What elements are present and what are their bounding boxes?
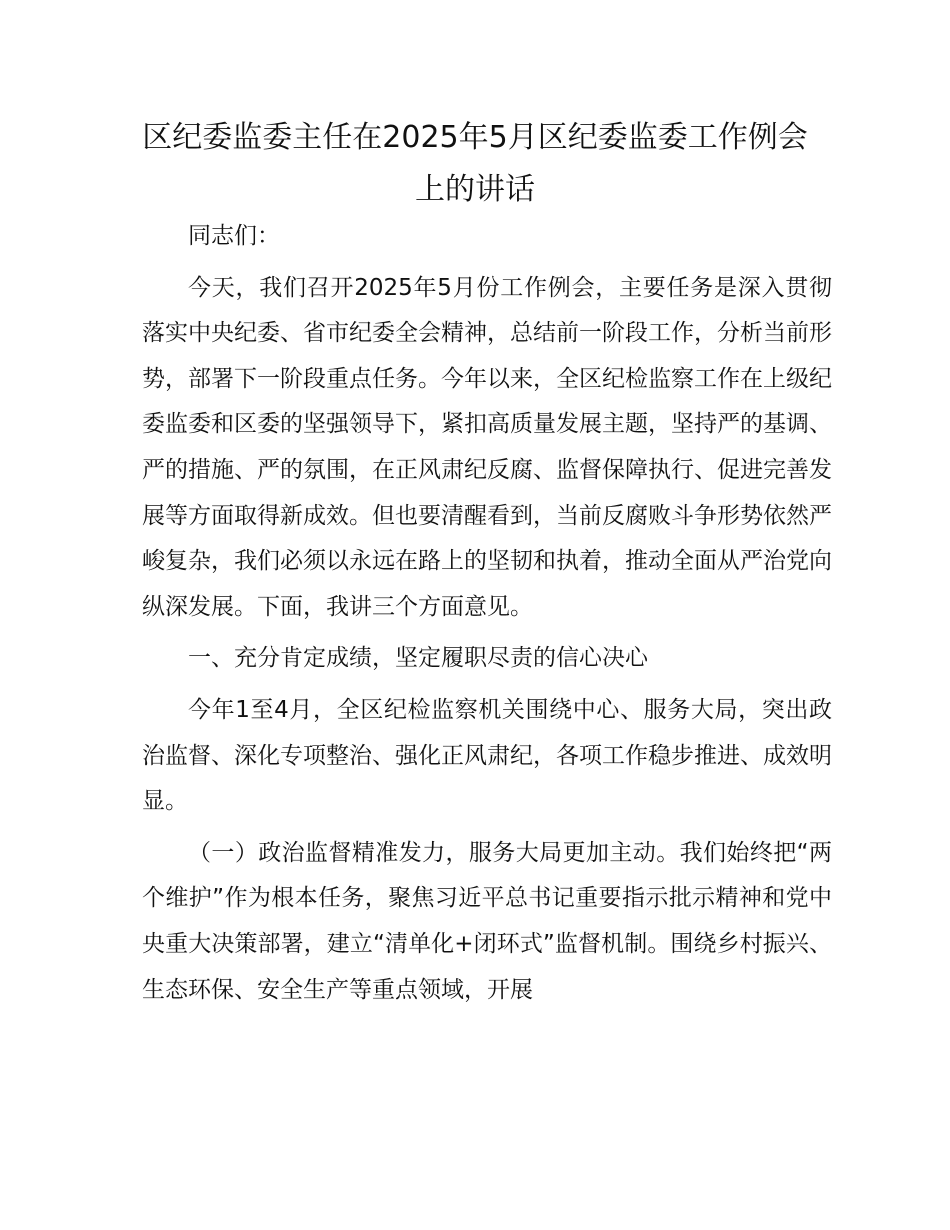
salutation: 同志们： bbox=[188, 223, 280, 249]
paragraph-subsection-1: （一）政治监督精准发力，服务大局更加主动。我们始终把“两个维护”作为根本任务，聚焦习近平总书记重要指示批示精神和党中央重大决策部署，建立“清单化+闭环式”监督机制。围绕乡村振兴、生态环保、安全生产等重点领域，开展 bbox=[142, 839, 832, 1003]
paragraph-summary: 今年1至4月，全区纪检监察机关围绕中心、服务大局，突出政治监督、深化专项整治、强化正风肃纪，各项工作稳步推进、成效明显。 bbox=[142, 696, 832, 815]
document-body bbox=[142, 214, 832, 1019]
document-title: 区纪委监委主任在2025年5月区纪委监委工作例会上的讲话 bbox=[142, 120, 808, 207]
paragraph-intro: 今天，我们召开2025年5月份工作例会，主要任务是深入贯彻落实中央纪委、省市纪委全会精神，总结前一阶段工作，分析当前形势，部署下一阶段重点任务。今年以来，全区纪检监察工作在上级纪委监委和区委的坚强领导下，紧扣高质量发展主题，坚持严的基调、严的措施、严的氛围，在正风肃纪反腐、监督保障执行、促进完善发展等方面取得新成效。但也要清醒看到，当前反腐败斗争形势依然严峻复杂，我们必须以永远在路上的坚韧和执着，推动全面从严治党向纵深发展。下面，我讲三个方面意见。 bbox=[142, 274, 832, 620]
section-heading-1: 一、充分肯定成绩，坚定履职尽责的信心决心 bbox=[188, 645, 648, 672]
